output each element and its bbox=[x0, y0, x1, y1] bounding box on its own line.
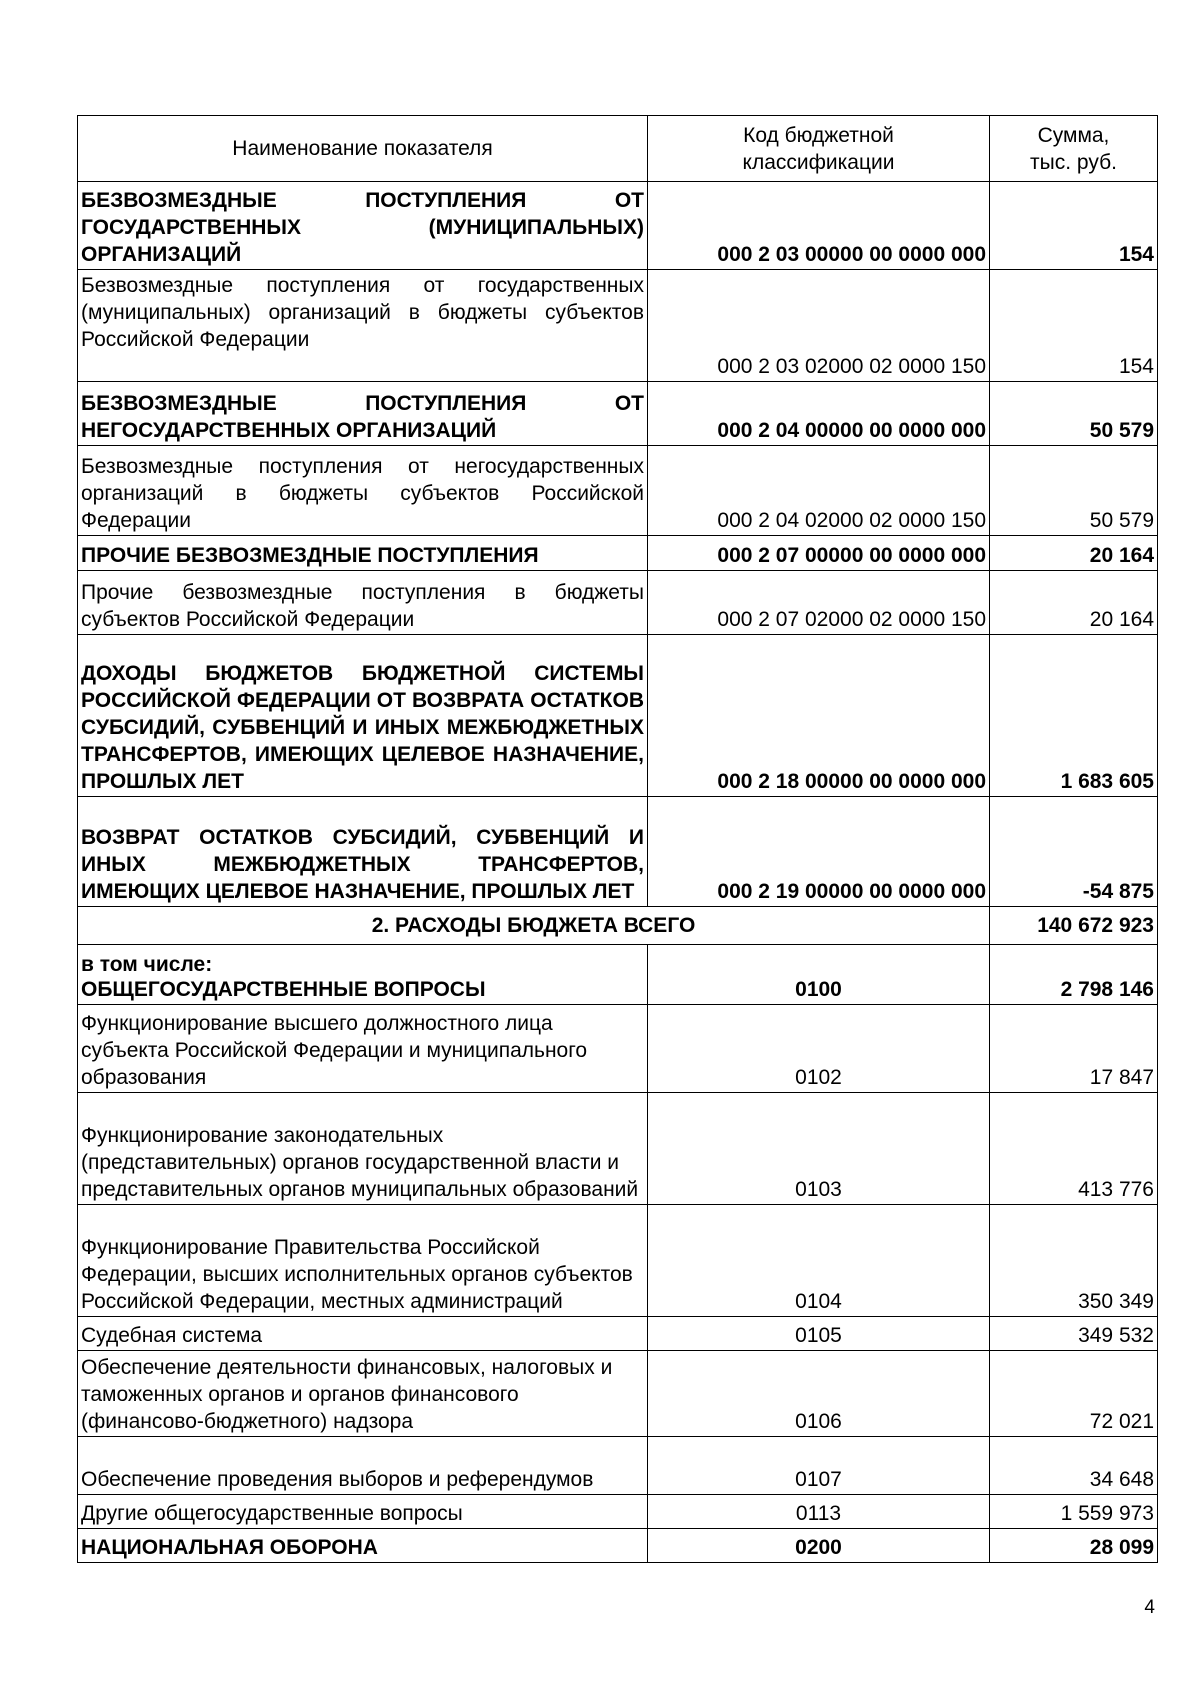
row-code: 000 2 04 00000 00 0000 000 bbox=[648, 382, 990, 446]
row-name: БЕЗВОЗМЕЗДНЫЕ ПОСТУПЛЕНИЯ ОТ ГОСУДАРСТВЕННЫХ (МУНИЦИПАЛЬНЫХ) ОРГАНИЗАЦИЙ bbox=[78, 182, 648, 270]
row-code: 000 2 03 00000 00 0000 000 bbox=[648, 182, 990, 270]
row-code: 0107 bbox=[648, 1437, 990, 1495]
row-code: 000 2 04 02000 02 0000 150 bbox=[648, 446, 990, 536]
expenses-total-sum: 140 672 923 bbox=[990, 907, 1158, 945]
row-code: 0200 bbox=[648, 1529, 990, 1563]
row-name: Функционирование законодательных (представительных) органов государственной власти и представительных органов муниципальных образований bbox=[78, 1093, 648, 1205]
row-name: Безвозмездные поступления от негосударственных организаций в бюджеты субъектов Российской Федерации bbox=[78, 446, 648, 536]
row-name: Функционирование высшего должностного лица субъекта Российской Федерации и муниципального образования bbox=[78, 1005, 648, 1093]
table-row bbox=[78, 382, 1158, 446]
row-name: ВОЗВРАТ ОСТАТКОВ СУБСИДИЙ, СУБВЕНЦИЙ И ИНЫХ МЕЖБЮДЖЕТНЫХ ТРАНСФЕРТОВ, ИМЕЮЩИХ ЦЕЛЕВОЕ НАЗНАЧЕНИЕ, ПРОШЛЫХ ЛЕТ bbox=[78, 797, 648, 907]
table-row bbox=[78, 270, 1158, 382]
row-name-prefix: в том числе: bbox=[81, 953, 213, 976]
row-sum: 1 683 605 bbox=[990, 635, 1158, 797]
row-sum: 50 579 bbox=[990, 446, 1158, 536]
row-name: Обеспечение проведения выборов и референдумов bbox=[78, 1437, 648, 1495]
row-sum: 154 bbox=[990, 182, 1158, 270]
expenses-total-label: 2. РАСХОДЫ БЮДЖЕТА ВСЕГО bbox=[78, 907, 990, 945]
row-name bbox=[78, 945, 648, 1005]
table-row bbox=[78, 1437, 1158, 1495]
row-sum: 349 532 bbox=[990, 1317, 1158, 1351]
row-name: Прочие безвозмездные поступления в бюджеты субъектов Российской Федерации bbox=[78, 571, 648, 635]
row-code: 000 2 19 00000 00 0000 000 bbox=[648, 797, 990, 907]
table-row bbox=[78, 1529, 1158, 1563]
table-row-total bbox=[78, 907, 1158, 945]
table-row bbox=[78, 635, 1158, 797]
row-name: Обеспечение деятельности финансовых, налоговых и таможенных органов и органов финансового (финансово-бюджетного) надзора bbox=[78, 1351, 648, 1437]
row-sum: 2 798 146 bbox=[990, 945, 1158, 1005]
row-code: 0104 bbox=[648, 1205, 990, 1317]
table-row bbox=[78, 797, 1158, 907]
row-sum: 20 164 bbox=[990, 571, 1158, 635]
row-name: ПРОЧИЕ БЕЗВОЗМЕЗДНЫЕ ПОСТУПЛЕНИЯ bbox=[78, 536, 648, 571]
row-code: 0103 bbox=[648, 1093, 990, 1205]
row-name: ДОХОДЫ БЮДЖЕТОВ БЮДЖЕТНОЙ СИСТЕМЫ РОССИЙСКОЙ ФЕДЕРАЦИИ ОТ ВОЗВРАТА ОСТАТКОВ СУБСИДИЙ, СУБВЕНЦИЙ И ИНЫХ МЕЖБЮДЖЕТНЫХ ТРАНСФЕРТОВ, ИМЕЮЩИХ ЦЕЛЕВОЕ НАЗНАЧЕНИЕ, ПРОШЛЫХ ЛЕТ bbox=[78, 635, 648, 797]
table-row bbox=[78, 1205, 1158, 1317]
row-code: 000 2 03 02000 02 0000 150 bbox=[648, 270, 990, 382]
table-row bbox=[78, 182, 1158, 270]
row-sum: 350 349 bbox=[990, 1205, 1158, 1317]
row-sum: -54 875 bbox=[990, 797, 1158, 907]
row-sum: 1 559 973 bbox=[990, 1495, 1158, 1529]
table-row bbox=[78, 1005, 1158, 1093]
row-code: 000 2 07 00000 00 0000 000 bbox=[648, 536, 990, 571]
row-name: Судебная система bbox=[78, 1317, 648, 1351]
header-sum: Сумма, тыс. руб. bbox=[990, 116, 1158, 182]
table-row bbox=[78, 446, 1158, 536]
row-name: Другие общегосударственные вопросы bbox=[78, 1495, 648, 1529]
table-row bbox=[78, 1093, 1158, 1205]
budget-table bbox=[77, 115, 1158, 1563]
row-code: 0100 bbox=[648, 945, 990, 1005]
row-code: 0105 bbox=[648, 1317, 990, 1351]
row-name: НАЦИОНАЛЬНАЯ ОБОРОНА bbox=[78, 1529, 648, 1563]
header-code: Код бюджетной классификации bbox=[648, 116, 990, 182]
header-name: Наименование показателя bbox=[78, 116, 648, 182]
row-sum: 20 164 bbox=[990, 536, 1158, 571]
row-code: 000 2 18 00000 00 0000 000 bbox=[648, 635, 990, 797]
table-row bbox=[78, 536, 1158, 571]
row-name: Безвозмездные поступления от государственных (муниципальных) организаций в бюджеты субъектов Российской Федерации bbox=[78, 270, 648, 382]
row-name: БЕЗВОЗМЕЗДНЫЕ ПОСТУПЛЕНИЯ ОТ НЕГОСУДАРСТВЕННЫХ ОРГАНИЗАЦИЙ bbox=[78, 382, 648, 446]
row-sum: 154 bbox=[990, 270, 1158, 382]
table-row bbox=[78, 1495, 1158, 1529]
row-name-main: ОБЩЕГОСУДАРСТВЕННЫЕ ВОПРОСЫ bbox=[81, 978, 486, 1001]
row-sum: 72 021 bbox=[990, 1351, 1158, 1437]
row-code: 000 2 07 02000 02 0000 150 bbox=[648, 571, 990, 635]
row-name: Функционирование Правительства Российской Федерации, высших исполнительных органов субъектов Российской Федерации, местных администраций bbox=[78, 1205, 648, 1317]
row-sum: 50 579 bbox=[990, 382, 1158, 446]
table-header-row bbox=[78, 116, 1158, 182]
table-row bbox=[78, 1317, 1158, 1351]
row-code: 0106 bbox=[648, 1351, 990, 1437]
table-row bbox=[78, 945, 1158, 1005]
row-code: 0113 bbox=[648, 1495, 990, 1529]
row-code: 0102 bbox=[648, 1005, 990, 1093]
row-sum: 34 648 bbox=[990, 1437, 1158, 1495]
table-row bbox=[78, 1351, 1158, 1437]
table-row bbox=[78, 571, 1158, 635]
row-sum: 413 776 bbox=[990, 1093, 1158, 1205]
page-number: 4 bbox=[1144, 1597, 1155, 1618]
row-sum: 28 099 bbox=[990, 1529, 1158, 1563]
row-sum: 17 847 bbox=[990, 1005, 1158, 1093]
